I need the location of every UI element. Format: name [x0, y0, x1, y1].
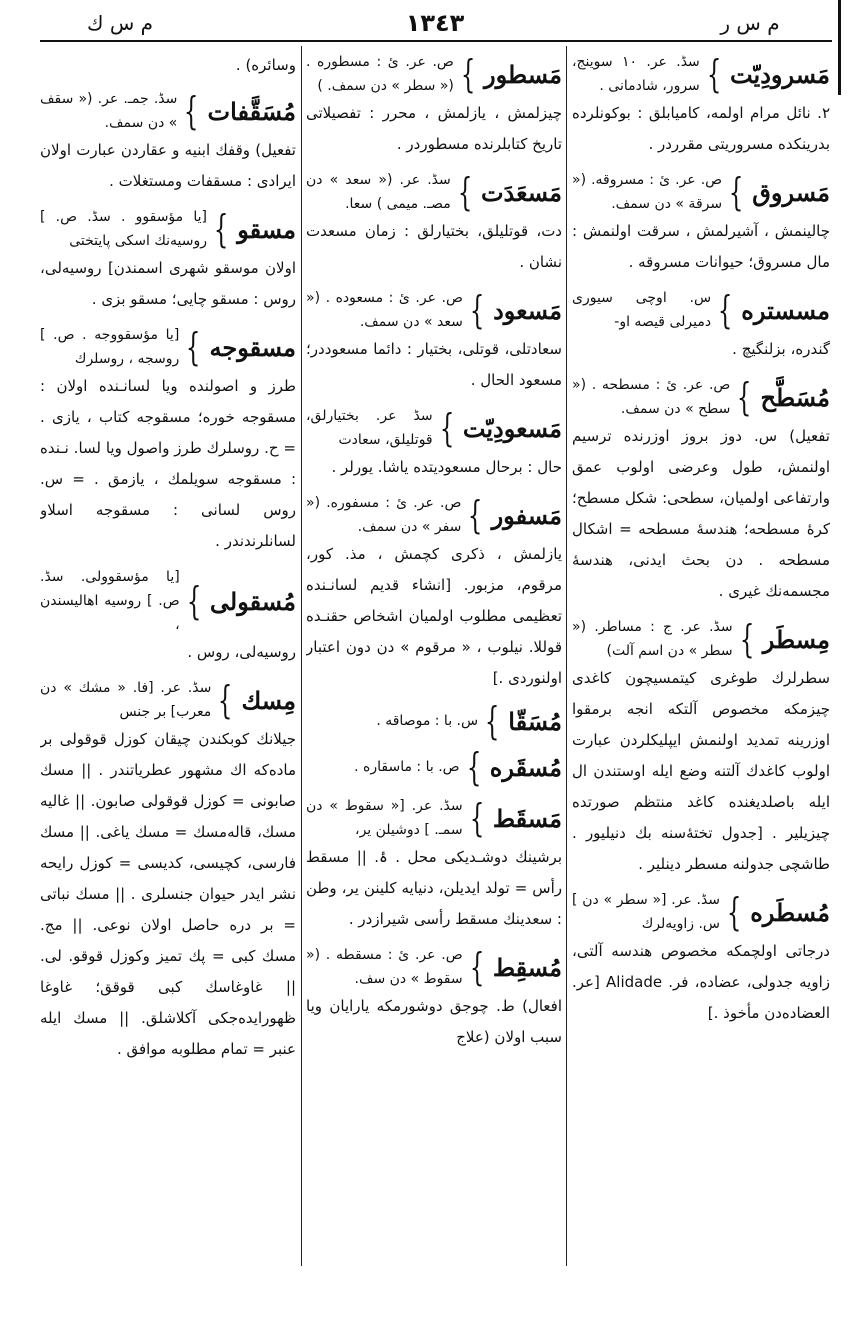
- continuation-text: وسائره) .: [235, 56, 296, 74]
- brace-icon: }: [186, 325, 201, 369]
- dictionary-entry: [306, 404, 562, 483]
- entry-headword: مُسطَره: [750, 897, 830, 927]
- entry-definition: چیزلمش ، یازلمش ، محرر : تفصیلاتی تاریخ کتابلرنده مسطوردر .: [306, 104, 562, 153]
- entry-grammar: ص. عر. ئ : مسطوره . (« سطر » دن سمف. ): [306, 54, 454, 94]
- entry-grammar: ص. با : ماسقاره .: [354, 759, 460, 775]
- dictionary-entry: [306, 794, 562, 935]
- brace-icon: }: [218, 678, 233, 722]
- dictionary-entry: [306, 286, 562, 396]
- brace-icon: }: [728, 170, 744, 214]
- brace-icon: }: [468, 493, 483, 537]
- entry-headword: مِسك: [241, 685, 296, 715]
- entry-headword: مَسطور: [484, 59, 562, 89]
- entry-definition: روسیه‌لی، روس .: [187, 643, 296, 661]
- entry-head: [306, 491, 562, 539]
- dictionary-entry: [306, 491, 562, 694]
- entry-headword: مُسَقّا: [508, 706, 562, 736]
- entry-head: [306, 943, 562, 991]
- entry-head: [572, 168, 830, 216]
- entry-grammar: ص. عر. ئ : مسقطه . (« سقوط » دن سف.: [306, 947, 463, 987]
- entry-definition: یازلمش ، ذکری کچمش ، مذ. کور، مرقوم، مزبور. [انشاء قدیم لسانـنده تعظیمی مطلوب اولمیان اشخاص حقنـده قوللا. نیلوب ، « مرقوم » دن دون اعتبار اولنوردی .]: [306, 545, 562, 687]
- page-header: [40, 6, 830, 40]
- entry-headword: مسقو: [237, 214, 296, 244]
- entry-head: [40, 676, 296, 724]
- entry-grammar: ص. عر. ئ : مسروقه. (« سرقة » دن سمف.: [572, 172, 723, 212]
- entry-grammar: ص. عر. ئ : مسطحه . (« سطح » دن سمف.: [572, 377, 731, 417]
- entry-headword: مُسقَره: [489, 752, 562, 782]
- brace-icon: }: [213, 207, 229, 251]
- entry-head: [306, 168, 562, 216]
- header-left-letters: م س ك: [87, 11, 153, 35]
- entry-head: [40, 323, 296, 371]
- dictionary-entry: [40, 565, 296, 668]
- brace-icon: }: [469, 796, 484, 840]
- entry-head: [572, 286, 830, 334]
- dictionary-entry: [40, 676, 296, 1065]
- entry-grammar: س. با : موصاقه .: [376, 713, 479, 729]
- brace-icon: }: [726, 890, 742, 934]
- entry-head: [40, 205, 296, 253]
- entry-grammar: سڈ. عر. (« سعد » دن مصـ. میمی ) سعا.: [306, 172, 451, 212]
- entry-definition: دت، قوتلیلق، بختیارلق : زمان مسعدت نشان .: [306, 222, 562, 271]
- entry-grammar: ص. عر. ئ : مسفوره. (« سفر » دن سمف.: [306, 495, 462, 535]
- dictionary-entry: [40, 323, 296, 557]
- dictionary-entry: [572, 615, 830, 880]
- entry-head: [572, 888, 830, 936]
- brace-icon: }: [717, 288, 733, 332]
- entry-grammar: [یا مؤسقوولی. سڈ. ص. ] روسیه اهالیسندن ،: [40, 569, 180, 633]
- entry-headword: مسستره: [741, 295, 830, 325]
- dictionary-entry: [572, 888, 830, 1029]
- entry-head: [40, 565, 296, 637]
- dictionary-entry: [572, 168, 830, 278]
- entry-grammar: سڈ. جمـ. عر. (« سقف » دن سمف.: [40, 91, 178, 131]
- entry-head: [572, 50, 830, 98]
- brace-icon: }: [469, 288, 485, 332]
- dictionary-entry: [572, 50, 830, 160]
- entry-head: [306, 794, 562, 842]
- entry-head: [572, 615, 830, 663]
- brace-icon: }: [184, 89, 199, 133]
- entry-headword: مسقوجه: [209, 332, 296, 362]
- entry-definition: جیلانك کوبکندن چیقان کوزل قوقولی بر ماده‌که اك مشهور عطریاتندر . || مسك صابونی = کوزل قوقولی صابون. || غالیه مسك، قاله‌مسك = مسك یاغی. || مسك فارسی، کچیسی، کدیسی = کوزل رایحه نشر ایدر حیوان جنسلری . || مسك نباتی = بر دره حاصل اولان نوعی. || مج. مسك کبی = پك تمیز وکوزل قوقو. لی. || غاوغاسك کبی قوقق؛ غاوغا ظهورایده‌جکی آکلاشلق. || مسك ایله عنبر = تمام مطلوبه موافق .: [40, 730, 296, 1058]
- entry-headword: مِسطَر: [762, 624, 830, 654]
- brace-icon: }: [457, 170, 473, 214]
- entry-headword: مُسقِط: [492, 952, 562, 982]
- entry-head: [40, 87, 296, 135]
- brace-icon: }: [466, 745, 481, 789]
- entry-head: [306, 699, 562, 743]
- entry-headword: مَسفور: [491, 500, 562, 530]
- page-number: ١٣٤٣: [405, 9, 465, 37]
- entry-definition: برشینك دوشـدیكی محل . ۂ. || مسقط رأس = تولد ایدیلن، دنیایه کلینن یر، وطن : سعدینك مسقط رأسی شیرازدر .: [306, 848, 562, 928]
- entry-grammar: [یا مؤسقوو . سڈ. ص. ] روسیه‌نك اسکی پایتختی: [40, 209, 207, 249]
- brace-icon: }: [460, 52, 476, 96]
- column-middle: [306, 50, 562, 1305]
- entry-definition: سطرلرك طوغری کیتمسیچون کاغدی چیزمکه مخصوص آلتکه انجه برمقوا اوزرینه تمدید اولنمش ایپلیکلردن عبارت اولوب کاغدك آلتنه وضع ایله اوستندن ال ایله باصلدیغنده کاغد منتظم صورتده چیزیلیر . [جدول تختهٔ‌سنه بك دنیلیور . طاشچی جدولنه مسطر دینلیر .: [572, 669, 830, 873]
- entry-definition: طرز و اصولنده ویا لسانـنده اولان : مسقوجه خوره؛ مسقوجه کتاب ، یازی . = ح. روسلرك طرز واصول ویا لسا. نـنده : مسقوجه سویلمك ، یازمق . = س. روس لسانی : مسقوجه اسلاو لسانلرندندر .: [40, 377, 296, 550]
- dictionary-entry: [40, 205, 296, 315]
- entry-headword: مُسَطَّح: [760, 382, 830, 412]
- dictionary-entry: [306, 50, 562, 160]
- entry-grammar: سڈ. عر. [فا. « مشك » دن معرب] بر جنس: [40, 680, 212, 720]
- dictionary-entry: [306, 745, 562, 789]
- entry-definition: گندره، بزلنگیچ .: [732, 340, 830, 358]
- page-edge-mark: [838, 0, 841, 95]
- entry-grammar: [یا مؤسقووجه . ص. ] روسجه ، روسلرك: [40, 327, 180, 367]
- entry-definition: حال : برحال مسعودیتده یاشا. یورلر .: [331, 458, 562, 476]
- header-right-letters: م س ر: [720, 11, 780, 35]
- entry-head: [306, 286, 562, 334]
- entry-head: [306, 404, 562, 452]
- entry-definition: درجاتی اولچمکه مخصوص هندسه آلتی، زاویه جدولی، عضاده، فر. Alidade [عر. العضاده‌دن مأخوذ .]: [572, 942, 830, 1022]
- column-divider: [566, 46, 567, 1266]
- entry-headword: مَسعَدَت: [480, 177, 562, 207]
- entry-grammar: سڈ. عر. [« سطر » دن ] س. زاویه‌لرك: [572, 892, 721, 932]
- entry-grammar: سڈ. عر. ١٠ سوينج، سرور، شادمانی .: [572, 54, 700, 94]
- entry-definition: افعال) ط. چوجق دوشورمکه یارایان ویا سبب اولان (علاج: [306, 997, 562, 1046]
- entry-definition: تفعیل) س. دوز بروز اوزرنده ترسیم اولنمش، طول وعرضی اولوب عمق وارتفاعی اولمیان، سطحی: شکل مسطح؛ کرهٔ مسطحه؛ هندسهٔ مسطحه = اشکال مسطحه . دن بحث ایدنی، هندسهٔ مجسمه‌نك غیری .: [572, 427, 830, 600]
- entry-grammar: سڈ عر. بختیارلق، قوتلیلق، سعادت: [306, 408, 433, 448]
- entry-headword: مَسرودِيّت: [729, 59, 830, 89]
- dictionary-entry: [572, 373, 830, 607]
- column-divider: [301, 46, 302, 1266]
- dictionary-entry: [306, 699, 562, 743]
- entry-definition: ٢. نائل مرام اولمه، کامیابلق : بوکونلرده بدرینکده مسروریتی مقرردر .: [572, 104, 830, 153]
- brace-icon: }: [739, 617, 754, 661]
- entry-grammar: س. اوچی سیوری دمیرلی قیصه او-: [572, 290, 712, 330]
- column-left: [40, 50, 296, 1305]
- entry-grammar: سڈ. عر. ج : مساطر. (« سطر » دن اسم آلت): [572, 619, 733, 659]
- brace-icon: }: [706, 52, 722, 96]
- dictionary-entry: [306, 168, 562, 278]
- entry-definition: سعادتلی، قوتلی، بختیار : دائما مسعوددر؛ مسعود الحال .: [306, 340, 562, 389]
- entry-grammar: ص. عر. ئ : مسعوده . (« سعد » دن سمف.: [306, 290, 463, 330]
- entry-headword: مَسعودِيّت: [462, 413, 562, 443]
- entry-definition: تفعیل) وقفك ابنیه و عقاردن عبارت اولان ایرادی : مسقفات ومستغلات .: [40, 141, 296, 190]
- dictionary-entry: [40, 87, 296, 197]
- entry-definition: اولان موسقو شهری اسمندن] روسیه‌لی، روس : مسقو چایی؛ مسقو بزی .: [40, 259, 296, 308]
- entry-head: [572, 373, 830, 421]
- column-right: [572, 50, 830, 1305]
- entry-headword: مَسعود: [493, 295, 562, 325]
- brace-icon: }: [186, 579, 202, 623]
- dictionary-entry: [306, 943, 562, 1053]
- dictionary-entry: [572, 286, 830, 365]
- brace-icon: }: [484, 699, 500, 743]
- entry-head: [306, 745, 562, 789]
- entry-head: [306, 50, 562, 98]
- entry-headword: مُسقولی: [209, 586, 296, 616]
- entry-headword: مَسقَط: [492, 803, 562, 833]
- entry-grammar: سڈ. عر. [« سقوط » دن سمـ. ] دوشیلن یر،: [306, 798, 463, 838]
- brace-icon: }: [737, 375, 752, 419]
- brace-icon: }: [469, 945, 484, 989]
- header-rule: [40, 40, 832, 42]
- entry-headword: مَسروق: [752, 177, 830, 207]
- entry-headword: مُسَقَّفات: [207, 96, 296, 126]
- entry-definition: چالینمش ، آشیرلمش ، سرقت اولنمش : مال مسروق؛ حیوانات مسروقه .: [572, 222, 830, 271]
- brace-icon: }: [439, 406, 454, 450]
